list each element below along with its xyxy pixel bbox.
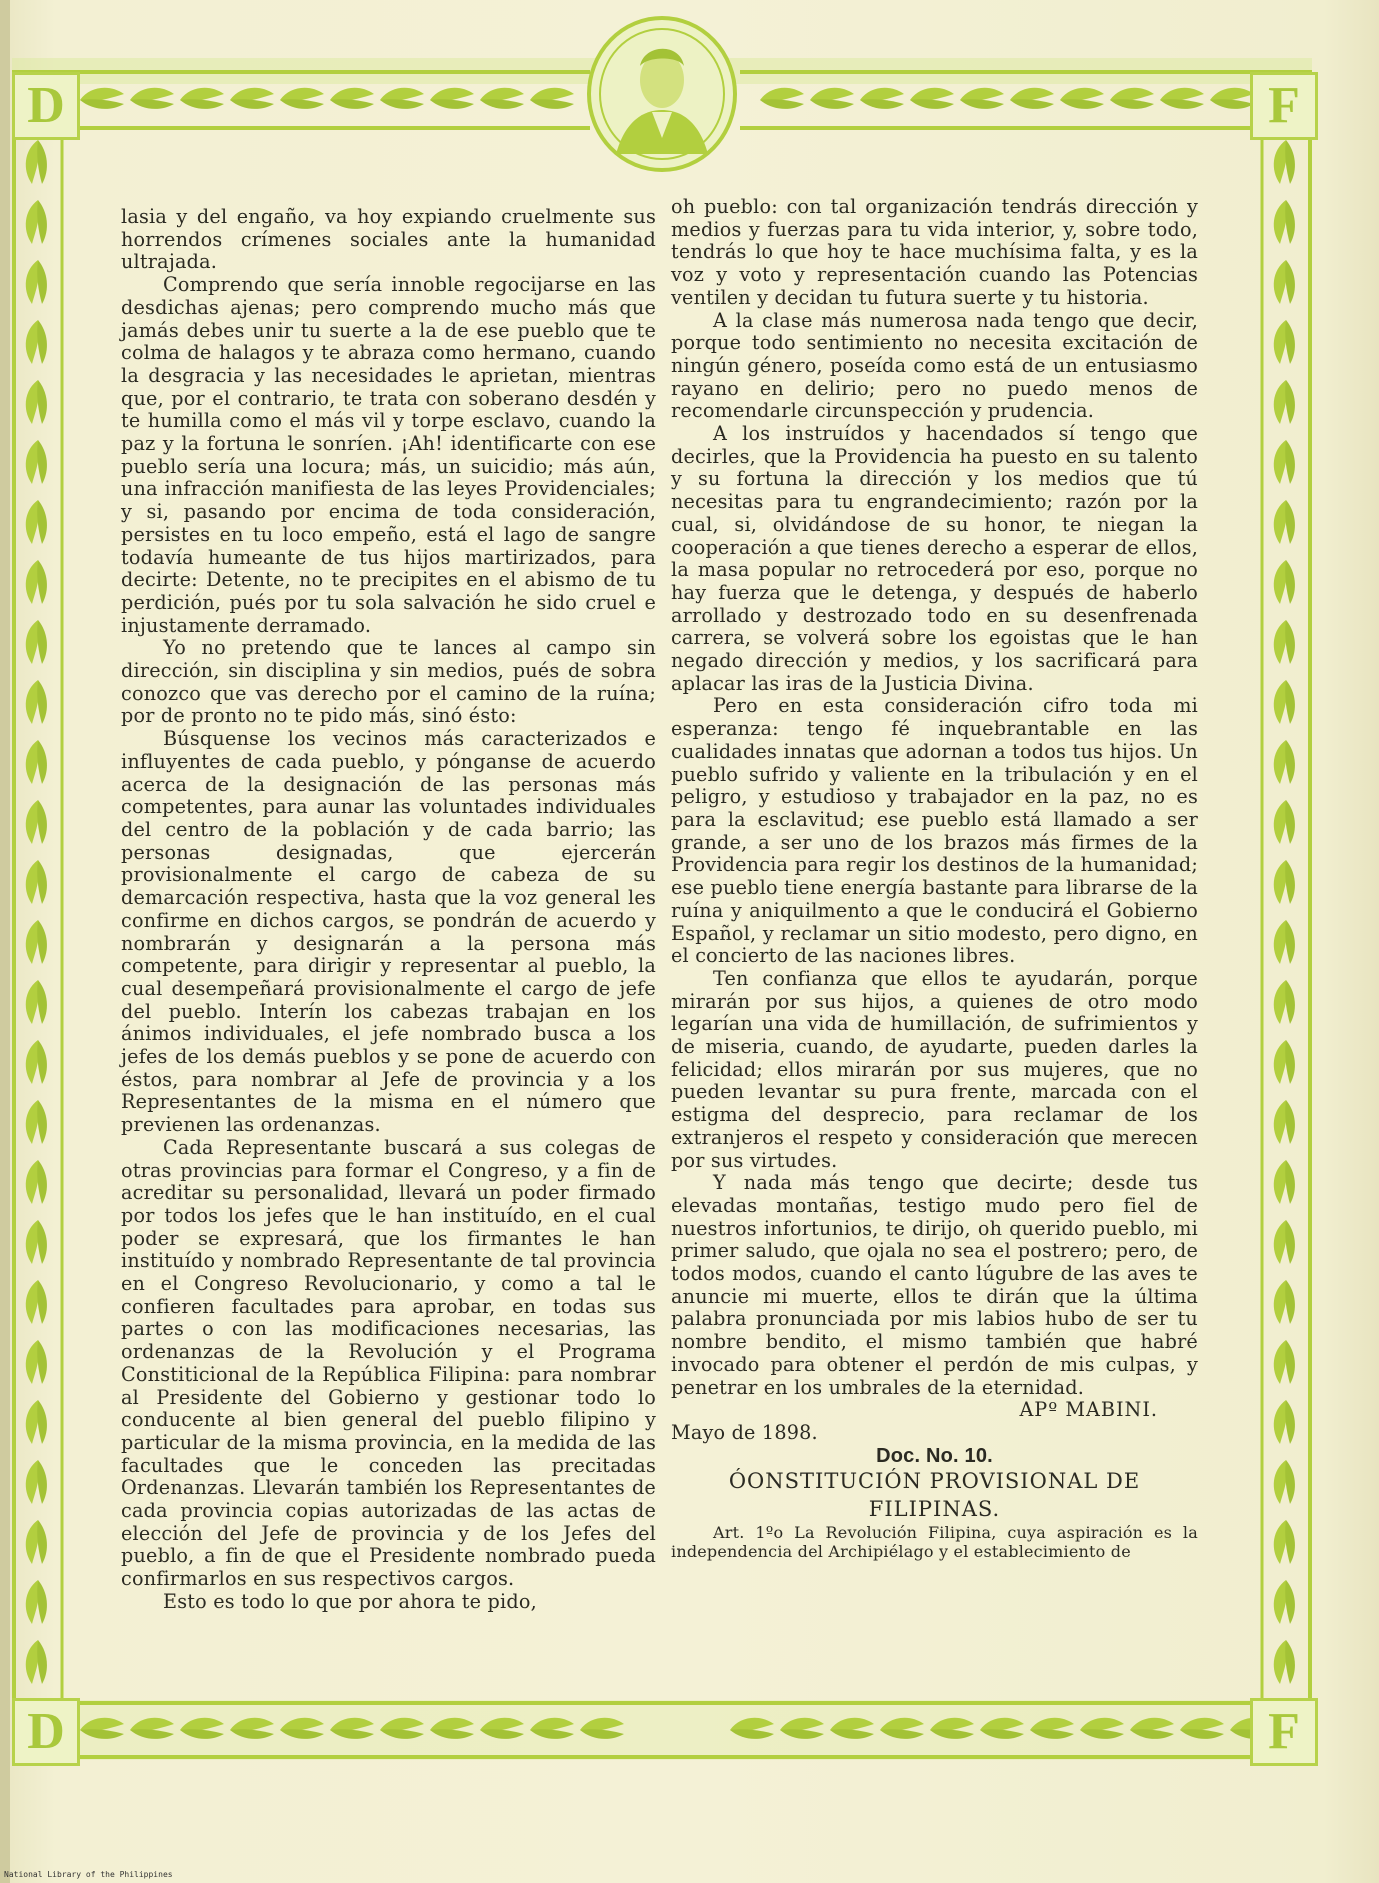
paragraph: A los instruídos y hacendados sí tengo que decirles, que la Providencia ha puesto en su talento y su fortuna la dirección y los medios que tú necesitas para tu engrandecimiento; razón por la cual, si, olvidándose de su honor, te niegan la cooperación a que tienes derecho a esperar de ellos, la masa popular no retrocederá por eso, porque no hay fuerza que le detenga, y después de haberlo arrollado y destrozado todo en su desenfrenada carrera, se volverá sobre los egoistas que le han negado dirección y medios, y los sacrificará para aplacar las iras de la Justicia Divina. bbox=[671, 422, 1198, 695]
author-signature: APº MABINI. bbox=[1019, 1398, 1158, 1422]
paragraph: Comprendo que sería innoble regocijarse en las desdichas ajenas; pero comprendo mucho más que jamás debes unir tu suerte a la de ese pueblo que te colma de halagos y te abraza como hermano, cuando la desgracia y las necesidades le aprietan, mientras que, por el contrario, te trata con soberano desdén y te humilla como el más vil y torpe esclavo, cuando la paz y la fortuna le sonríen. ¡Ah! identificarte con ese pueblo sería una locura; más, un suicidio; más aún, una infracción manifiesta de las leyes Providenciales; y si, pasando por encima de toda consideración, persistes en tu loco empeño, está el lago de sangre todavía humeante de tus hijos martirizados, para decirte: Detente, no te precipites en el abismo de tu perdición, pués por tu sola salvación he sido cruel e injustamente derramado. bbox=[121, 273, 656, 637]
left-text-column bbox=[121, 206, 656, 1614]
article-text: Art. 1ºo La Revolución Filipina, cuya aspiración es la independencia del Archipiélago y el establecimiento de bbox=[671, 1523, 1198, 1562]
corner-initial-bottom-right: F bbox=[1250, 1698, 1318, 1766]
corner-initial-top-left: D bbox=[12, 72, 80, 140]
paragraph: Pero en esta consideración cifro toda mi esperanza: tengo fé inquebrantable en las cualidades innatas que adornan a todos tus hijos. Un pueblo sufrido y valiente en la tribulación y en el peligro, y estudioso y trabajador en la paz, no es para la esclavitud; ese pueblo está llamado a ser grande, a ser uno de los brazos más firmes de la Providencia para regir los destinos de la humanidad; ese pueblo tiene energía bastante para librarse de la ruína y aniquilmento a que le conducirá el Gobierno Español, y reclamar un sitio modesto, pero digno, en el concierto de las naciones libres. bbox=[671, 694, 1198, 968]
document-date: Mayo de 1898. bbox=[671, 1420, 818, 1444]
corner-initial-top-right: F bbox=[1250, 72, 1318, 140]
paragraph: Cada Representante buscará a sus colegas de otras provincias para formar el Congreso, y a fin de acreditar su personalidad, llevará un poder firmado por todos los jefes que le han instituído, en el cual poder se expresará, que los firmantes le han instituído y nombrado Representante de tal provincia en el Congreso Revolucionario, y como a tal le confieren facultades para aprobar, en todas sus partes o con las modificaciones necesarias, las ordenanzas de la Revolución y el Programa Constiticional de la República Filipina: para nombrar al Presidente del Gobierno y gestionar todo lo conducente al bien general del pueblo filipino y particular de la misma provincia, en la medida de las facultades que le conceden las precitadas Ordenanzas. Llevarán también los Representantes de cada provincia copias autorizadas de las actas de elección del Jefe de provincia y de los Jefes del pueblo, a fin de que el Presidente nombrado pueda confirmarlos en sus respectivos cargos. bbox=[121, 1135, 656, 1591]
paragraph: A la clase más numerosa nada tengo que decir, porque todo sentimiento no necesita excitación de ningún género, poseída como está de un entusiasmo rayano en delirio; pero no puedo menos de recomendarle circunspección y prudencia. bbox=[671, 308, 1198, 423]
corner-initial-bottom-left: D bbox=[12, 1698, 80, 1766]
document-number-heading: Doc. No. 10. bbox=[876, 1444, 993, 1467]
document-title: ÓONSTITUCIÓN PROVISIONAL DE FILIPINAS. bbox=[728, 1469, 1141, 1522]
portrait-medallion-icon bbox=[586, 14, 738, 174]
paragraph: oh pueblo: con tal organización tendrás dirección y medios y fuerzas para tu vida interior, y, sobre todo, tendrás lo que hoy te hace muchísima falta, y es la voz y voto y representación cuando las Potencias ventilen y decidan tu futura suerte y tu historia. bbox=[671, 195, 1198, 309]
paragraph: Búsquense los vecinos más caracterizados e influyentes de cada pueblo, y pónganse de acuerdo acerca de la designación de las personas más competentes, para aunar las voluntades individuales del centro de la población y de cada barrio; las personas designadas, que ejercerán provisionalmente el cargo de cabeza de su demarcación respectiva, hasta que la voz general les confirme en dichos cargos, se pondrán de acuerdo y nombrarán y designarán a la persona más competente, para dirigir y representar al pueblo, la cual desempeñará provisionalmente el cargo de jefe del pueblo. Interín los cabezas trabajan en los ánimos individuales, el jefe nombrado busca a los jefes de los demás pueblos y se pone de acuerdo con éstos, para nombrar al Jefe de provincia y a los Representantes de la misma en el número que previenen las ordenanzas. bbox=[121, 727, 656, 1137]
paragraph: Esto es todo lo que por ahora te pido, bbox=[163, 1589, 537, 1613]
paragraph: lasia y del engaño, va hoy expiando cruelmente sus horrendos crímenes sociales ante la humanidad ultrajada. bbox=[121, 205, 656, 274]
paragraph: Yo no pretendo que te lances al campo sin dirección, sin disciplina y sin medios, pués de sobra conozco que vas derecho por el camino de la ruína; por de pronto no te pido más, sinó ésto: bbox=[121, 636, 656, 728]
library-credit: National Library of the Philippines bbox=[4, 1870, 173, 1879]
paragraph: Y nada más tengo que decirte; desde tus elevadas montañas, testigo mudo pero fiel de nuestros infortunios, te dirijo, oh querido pueblo, mi primer saludo, que ojala no sea el postrero; pero, de todos modos, cuando el canto lúgubre de las aves te anuncie mi muerte, ellos te dirán que la última palabra pronunciada por mis labios hubo de ser tu nombre bendito, el mismo también que habré invocado para obtener el perdón de mis culpas, y penetrar en los umbrales de la eternidad. bbox=[671, 1171, 1198, 1399]
right-text-column bbox=[671, 196, 1198, 1561]
paragraph: Ten confianza que ellos te ayudarán, porque mirarán por sus hijos, a quienes de otro modo legarían una vida de humillación, de sufrimientos y de miseria, cuando, de ayudarte, pueden darles la felicidad; ellos mirarán por sus mujeres, que no pueden levantar su pura frente, marcada con el estigma del desprecio, para reclamar de los extranjeros el respeto y consideración que merecen por sus virtudes. bbox=[671, 966, 1198, 1172]
